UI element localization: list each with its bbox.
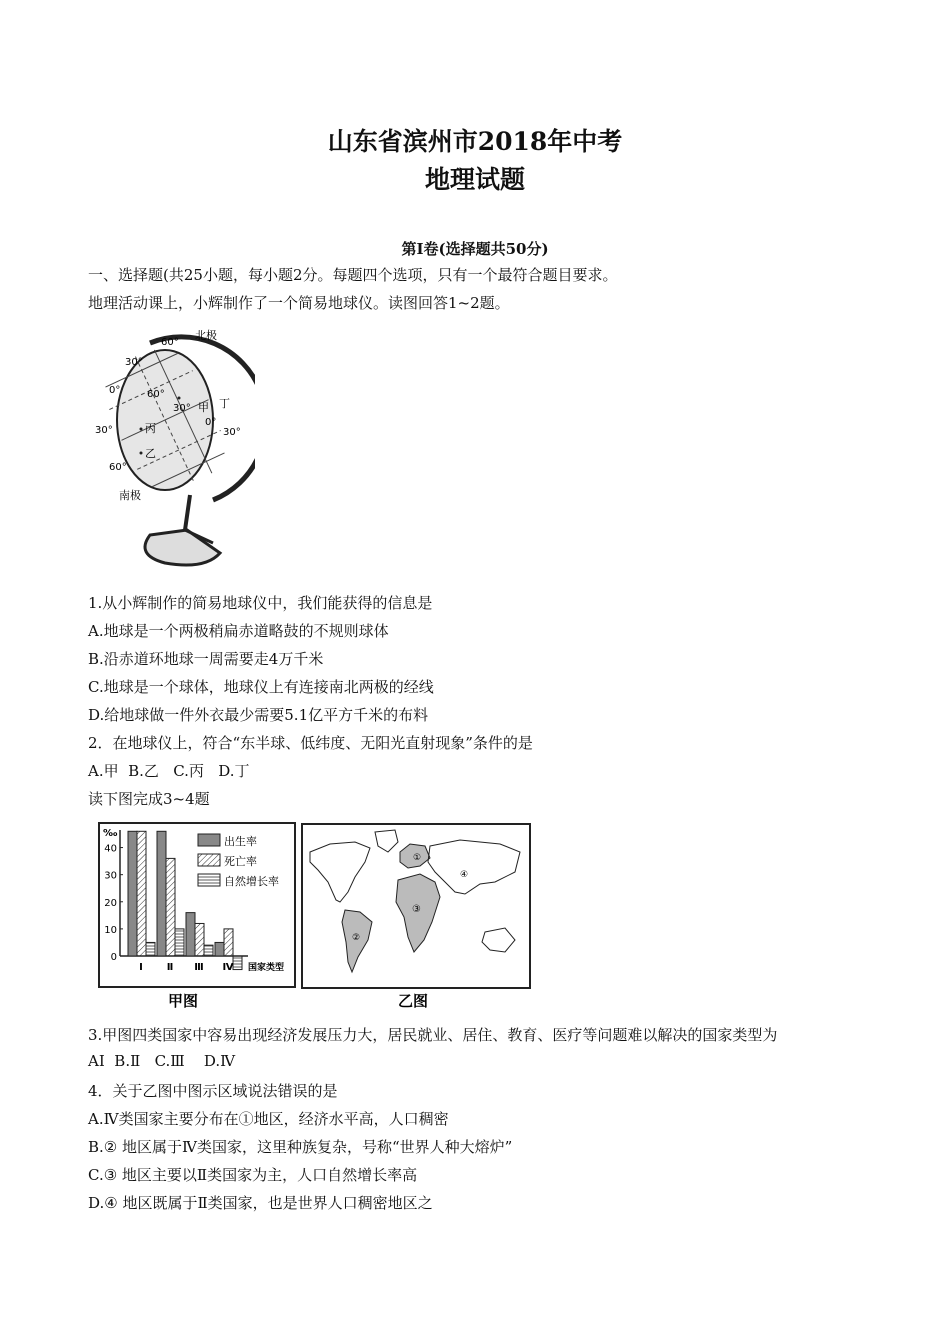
chart-x-tick-label: Ⅱ — [166, 962, 174, 973]
q1-option-d: D.给地球做一件外衣最少需要5.1亿平方千米的布料 — [88, 706, 429, 724]
map-figure-yi — [300, 822, 532, 1012]
q4-option-a: A.Ⅳ类国家主要分布在①地区，经济水平高，人口稠密 — [88, 1110, 449, 1128]
document-subtitle: 地理试题 — [424, 165, 525, 194]
globe-figure — [95, 325, 255, 575]
chart-y-tick-label: 20 — [104, 897, 117, 909]
intro-questions-3-4: 读下图完成3~4题 — [88, 790, 210, 808]
lat-30-bottom-label: 30° — [95, 425, 113, 436]
chart-title: 甲图 — [168, 992, 199, 1010]
chart-bar — [128, 831, 137, 956]
chart-y-tick-label: 10 — [104, 924, 117, 936]
q1-option-b: B.沿赤道环地球一周需要走4万千米 — [88, 650, 324, 668]
inner-60-label: 60° — [147, 389, 165, 400]
globe-stand-base — [145, 530, 220, 565]
q3-stem: 3.甲图四类国家中容易出现经济发展压力大，居民就业、居住、教育、医疗等问题难以解决的国家类型为 — [88, 1026, 778, 1044]
lat-60-top-label: 60° — [161, 337, 179, 348]
point-bing-label: 丙 — [145, 422, 156, 435]
point-ding-label: 丁 — [219, 397, 230, 410]
chart-bar — [137, 831, 146, 956]
q2-stem: 2．在地球仪上，符合“东半球、低纬度、无阳光直射现象”条件的是 — [88, 734, 533, 752]
document-title: 山东省滨州市2018年中考 — [327, 127, 623, 156]
globe-stand-post — [185, 495, 190, 530]
south-pole-label: 南极 — [119, 489, 141, 502]
map-marker-2: ② — [352, 933, 361, 943]
q4-option-d: D.④ 地区既属于Ⅱ类国家，也是世界人口稠密地区之 — [88, 1194, 433, 1212]
q3-options: AⅠ B.Ⅱ C.Ⅲ D.Ⅳ — [88, 1052, 236, 1070]
q1-option-c: C.地球是一个球体，地球仪上有连接南北两极的经线 — [88, 678, 434, 696]
section-heading: 第Ⅰ卷(选择题共50分) — [401, 240, 549, 258]
chart-bar — [146, 942, 155, 956]
chart-x-tick-label: Ⅰ — [139, 962, 143, 973]
chart-y-tick-label: 0 — [110, 952, 117, 963]
right-30-label: 30° — [223, 427, 241, 438]
lat-60-bottom-label: 60° — [109, 462, 127, 473]
q2-options: A.甲 B.乙 C.丙 D.丁 — [88, 762, 250, 780]
point-jia-label: 甲 — [198, 401, 209, 414]
point-yi-label: 乙 — [145, 447, 156, 460]
chart-legend-swatch — [198, 854, 220, 866]
chart-legend-label: 出生率 — [224, 835, 257, 848]
chart-bar — [186, 913, 195, 956]
chart-x-tick-label: Ⅲ — [194, 962, 204, 973]
chart-bar — [175, 929, 184, 956]
chart-y-tick-label: 40 — [104, 843, 117, 855]
map-marker-3: ③ — [412, 904, 421, 915]
chart-bar — [233, 956, 242, 970]
north-pole-label: 北极 — [195, 329, 217, 342]
map-title: 乙图 — [398, 992, 429, 1010]
chart-bar — [224, 929, 233, 956]
q4-stem: 4．关于乙图中图示区域说法错误的是 — [88, 1082, 338, 1100]
lat-30-top-label: 30° — [125, 357, 143, 368]
chart-bar — [195, 923, 204, 956]
chart-x-tick-label: Ⅳ — [222, 962, 234, 973]
chart-legend-swatch — [198, 874, 220, 886]
bar-chart-jia — [98, 822, 298, 1012]
chart-bar — [215, 942, 224, 956]
map-marker-4: ④ — [460, 870, 469, 880]
q4-option-b: B.② 地区属于Ⅳ类国家，这里种族复杂，号称“世界人种大熔炉” — [88, 1138, 513, 1156]
chart-bar — [157, 831, 166, 956]
instruction-text: 一、选择题(共25小题，每小题2分。每题四个选项，只有一个最符合题目要求。 — [88, 266, 618, 284]
chart-bar — [204, 945, 213, 956]
q1-option-a: A.地球是一个两极稍扁赤道略鼓的不规则球体 — [88, 622, 389, 640]
q4-option-c: C.③ 地区主要以Ⅱ类国家为主，人口自然增长率高 — [88, 1166, 418, 1184]
chart-y-tick-label: 30 — [104, 870, 117, 882]
lat-0-label: 0° — [109, 385, 121, 396]
chart-y-unit: ‰ — [103, 828, 118, 839]
chart-legend-swatch — [198, 834, 220, 846]
chart-x-label: 国家类型 — [248, 963, 285, 973]
chart-bar — [166, 858, 175, 956]
map-marker-1: ① — [413, 853, 422, 863]
inner-30-label: 30° — [173, 403, 191, 414]
chart-legend-label: 死亡率 — [224, 855, 257, 868]
chart-legend-label: 自然增长率 — [224, 875, 279, 888]
q1-stem: 1.从小辉制作的简易地球仪中，我们能获得的信息是 — [88, 594, 433, 612]
intro-questions-1-2: 地理活动课上，小辉制作了一个简易地球仪。读图回答1~2题。 — [88, 294, 510, 312]
inner-0-label: 0° — [205, 417, 217, 428]
